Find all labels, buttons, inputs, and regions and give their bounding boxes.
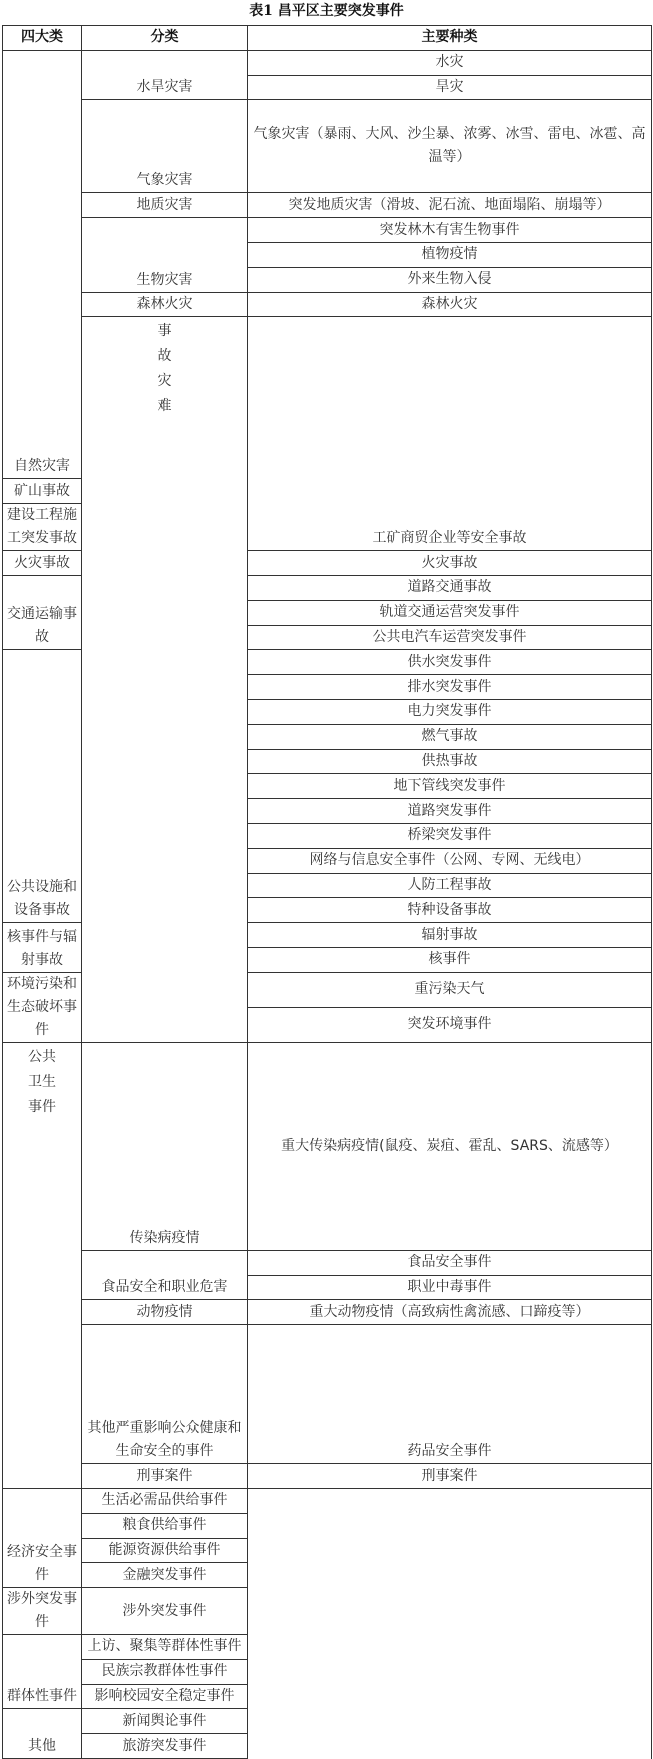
event-type-cell: 金融突发事件 bbox=[82, 1563, 248, 1588]
table-row bbox=[3, 1464, 652, 1489]
event-type-cell: 重污染天气 bbox=[248, 972, 652, 1007]
major-category-cell bbox=[82, 317, 248, 1042]
major-category-label: 自然灾害 bbox=[14, 458, 70, 475]
header-cell: 分类 bbox=[82, 26, 248, 51]
sub-category-cell: 地质灾害 bbox=[82, 193, 248, 218]
table-row bbox=[3, 1659, 652, 1684]
table-row bbox=[3, 292, 652, 317]
event-type-cell: 建设工程施工突发事故 bbox=[3, 504, 82, 551]
event-type-cell: 粮食供给事件 bbox=[82, 1513, 248, 1538]
table-row bbox=[3, 1488, 652, 1513]
event-type-cell: 桥梁突发事件 bbox=[248, 823, 652, 848]
table-row bbox=[3, 1709, 652, 1734]
table-row bbox=[3, 1635, 652, 1660]
sub-category-cell: 工矿商贸企业等安全事故 bbox=[248, 317, 652, 551]
sub-category-cell: 核事件与辐射事故 bbox=[3, 923, 82, 973]
table-row bbox=[3, 218, 652, 243]
event-type-cell: 重大动物疫情（高致病性禽流感、口蹄疫等） bbox=[248, 1300, 652, 1325]
event-type-cell: 上访、聚集等群体性事件 bbox=[82, 1635, 248, 1660]
header-row bbox=[3, 26, 652, 51]
table-row bbox=[3, 317, 652, 479]
event-type-cell: 网络与信息安全事件（公网、专网、无线电） bbox=[248, 848, 652, 873]
sub-category-cell: 群体性事件 bbox=[3, 1635, 82, 1709]
event-type-cell: 道路交通事故 bbox=[248, 575, 652, 600]
sub-category-cell: 涉外突发事件 bbox=[3, 1588, 82, 1635]
event-type-cell: 公共电汽车运营突发事件 bbox=[248, 625, 652, 650]
sub-category-cell: 动物疫情 bbox=[82, 1300, 248, 1325]
event-type-cell: 涉外突发事件 bbox=[82, 1588, 248, 1635]
sub-category-cell: 其他严重影响公众健康和生命安全的事件 bbox=[82, 1325, 248, 1464]
sub-category-cell: 气象灾害 bbox=[82, 100, 248, 193]
event-type-cell: 矿山事故 bbox=[3, 479, 82, 504]
sub-category-cell: 刑事案件 bbox=[82, 1464, 248, 1489]
major-category-label: 公共卫生事件 bbox=[28, 1048, 56, 1115]
major-category-label: 事故灾难 bbox=[157, 323, 172, 415]
event-type-cell: 核事件 bbox=[248, 947, 652, 972]
table-row bbox=[3, 193, 652, 218]
major-category-cell bbox=[3, 1042, 82, 1488]
event-type-cell: 能源资源供给事件 bbox=[82, 1538, 248, 1563]
event-type-cell: 火灾事故 bbox=[248, 551, 652, 576]
event-type-cell: 燃气事故 bbox=[248, 724, 652, 749]
event-type-cell: 气象灾害（暴雨、大风、沙尘暴、浓雾、冰雪、雷电、冰雹、高温等） bbox=[248, 100, 652, 193]
event-type-cell: 电力突发事件 bbox=[248, 699, 652, 724]
event-type-cell: 水灾 bbox=[248, 50, 652, 75]
header-cell: 主要种类 bbox=[248, 26, 652, 51]
event-type-cell: 轨道交通运营突发事件 bbox=[248, 600, 652, 625]
event-type-cell: 突发地质灾害（滑坡、泥石流、地面塌陷、崩塌等） bbox=[248, 193, 652, 218]
event-type-cell: 供水突发事件 bbox=[248, 650, 652, 675]
table-title: 表1 昌平区主要突发事件 bbox=[249, 3, 404, 19]
table-row bbox=[3, 50, 652, 75]
event-type-cell: 民族宗教群体性事件 bbox=[82, 1659, 248, 1684]
table-row bbox=[3, 1734, 652, 1759]
event-type-cell: 供热事故 bbox=[248, 749, 652, 774]
event-type-cell: 职业中毒事件 bbox=[248, 1275, 652, 1300]
sub-category-cell: 公共设施和设备事故 bbox=[3, 650, 82, 923]
event-type-cell: 新闻舆论事件 bbox=[82, 1709, 248, 1734]
table-row bbox=[3, 1588, 652, 1635]
event-type-cell: 植物疫情 bbox=[248, 242, 652, 267]
major-category-cell bbox=[3, 50, 82, 479]
sub-category-cell: 森林火灾 bbox=[82, 292, 248, 317]
header-cell: 四大类 bbox=[3, 26, 82, 51]
event-type-cell: 排水突发事件 bbox=[248, 675, 652, 700]
emergency-events-table bbox=[2, 25, 652, 1759]
sub-category-cell: 火灾事故 bbox=[3, 551, 82, 576]
table-row bbox=[3, 1513, 652, 1538]
sub-category-cell: 环境污染和生态破坏事件 bbox=[3, 972, 82, 1042]
sub-category-cell: 交通运输事故 bbox=[3, 575, 82, 649]
sub-category-cell: 其他 bbox=[3, 1709, 82, 1759]
event-type-cell: 森林火灾 bbox=[248, 292, 652, 317]
sub-category-cell: 生物灾害 bbox=[82, 218, 248, 292]
event-type-cell: 旱灾 bbox=[248, 75, 652, 100]
event-type-cell: 道路突发事件 bbox=[248, 799, 652, 824]
table-row bbox=[3, 1684, 652, 1709]
event-type-cell: 旅游突发事件 bbox=[82, 1734, 248, 1759]
event-type-cell: 突发林木有害生物事件 bbox=[248, 218, 652, 243]
event-type-cell: 外来生物入侵 bbox=[248, 267, 652, 292]
event-type-cell: 重大传染病疫情(鼠疫、炭疽、霍乱、SARS、流感等） bbox=[248, 1042, 652, 1250]
table-row bbox=[3, 1563, 652, 1588]
event-type-cell: 辐射事故 bbox=[248, 923, 652, 948]
table-row bbox=[3, 1300, 652, 1325]
sub-category-cell: 经济安全事件 bbox=[3, 1488, 82, 1587]
event-type-cell: 特种设备事故 bbox=[248, 898, 652, 923]
table-row bbox=[3, 1538, 652, 1563]
sub-category-cell: 食品安全和职业危害 bbox=[82, 1250, 248, 1300]
event-type-cell: 突发环境事件 bbox=[248, 1007, 652, 1042]
table-body bbox=[3, 50, 652, 1758]
sub-category-cell: 水旱灾害 bbox=[82, 50, 248, 100]
event-type-cell: 食品安全事件 bbox=[248, 1250, 652, 1275]
event-type-cell: 生活必需品供给事件 bbox=[82, 1488, 248, 1513]
event-type-cell: 药品安全事件 bbox=[248, 1325, 652, 1464]
event-type-cell: 地下管线突发事件 bbox=[248, 774, 652, 799]
sub-category-cell: 传染病疫情 bbox=[82, 1042, 248, 1250]
table-row bbox=[3, 1250, 652, 1275]
event-type-cell: 刑事案件 bbox=[248, 1464, 652, 1489]
event-type-cell: 人防工程事故 bbox=[248, 873, 652, 898]
event-type-cell: 影响校园安全稳定事件 bbox=[82, 1684, 248, 1709]
